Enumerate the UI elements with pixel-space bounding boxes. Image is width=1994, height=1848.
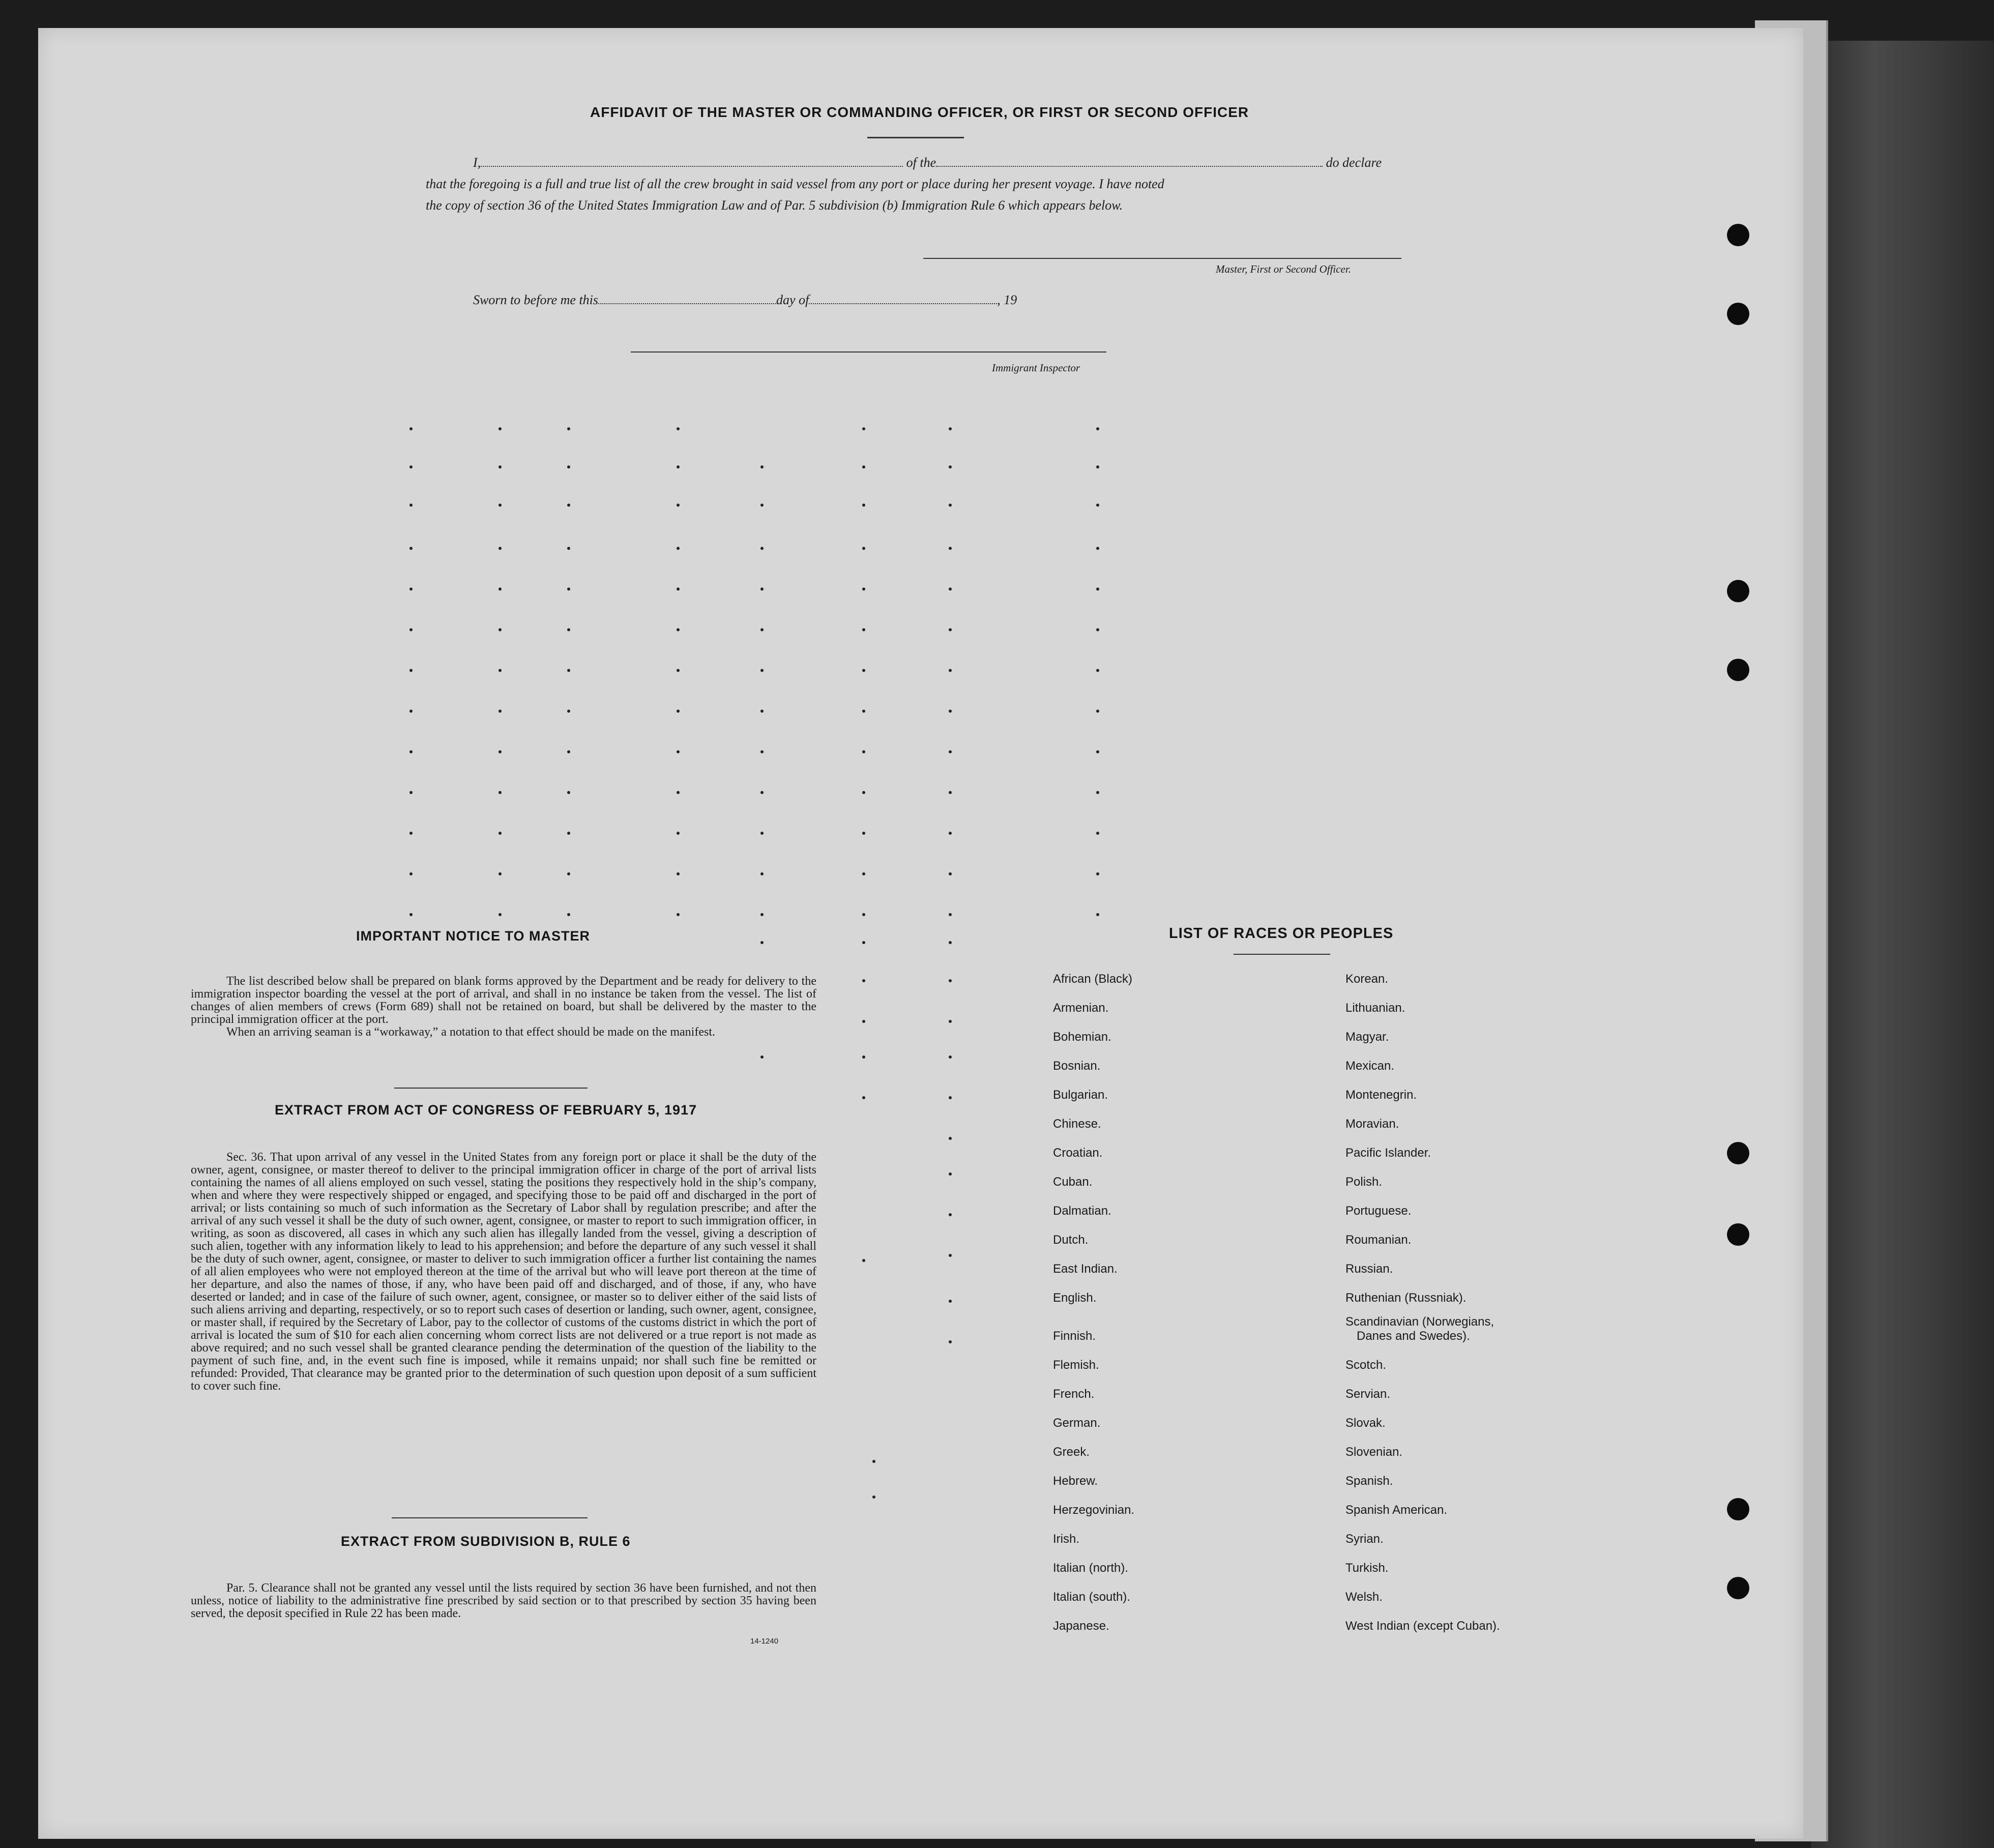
bleed-dot [862, 427, 865, 430]
inspector-caption: Immigrant Inspector [992, 362, 1080, 374]
bleed-dot [409, 628, 413, 631]
bleed-dot [567, 547, 570, 550]
race-item: Cuban. [1053, 1175, 1093, 1189]
race-item: Polish. [1345, 1175, 1383, 1189]
race-item: Armenian. [1053, 1001, 1109, 1015]
bleed-dot [567, 913, 570, 916]
race-item: Scandinavian (Norwegians, [1345, 1315, 1494, 1329]
bleed-dot [409, 465, 413, 468]
affidavit-line-3: the copy of section 36 of the United States Immigration Law and of Par. 5 subdivision (b) Immigration Rule 6 which appears below. [426, 198, 1123, 213]
sworn-month-blank[interactable] [809, 303, 997, 304]
extract-act-title: EXTRACT FROM ACT OF CONGRESS OF FEBRUARY 5, 1917 [275, 1102, 697, 1118]
sworn-day-blank[interactable] [598, 303, 776, 304]
bleed-dot [409, 750, 413, 753]
binder-hole [1727, 1223, 1749, 1246]
race-item: French. [1053, 1387, 1095, 1401]
bleed-dot [862, 1096, 865, 1099]
race-item: Bosnian. [1053, 1059, 1101, 1073]
bleed-dot [1096, 669, 1099, 672]
bleed-dot [409, 427, 413, 430]
race-item: East Indian. [1053, 1262, 1118, 1276]
bleed-dot [862, 1055, 865, 1059]
race-item: Bulgarian. [1053, 1088, 1108, 1102]
bleed-dot [949, 1254, 952, 1257]
notice-paragraph-1: The list described below shall be prepared on blank forms approved by the Department and be ready for delivery to the immigration inspector boarding the vessel at the port of arrival, and shall in no instance be taken from the vessel. The list of changes of alien members of crews (Form 689) shall not be retained on board, but shall be delivered by the master to the principal immigration officer at the port. [191, 975, 816, 1026]
race-item: Flemish. [1053, 1358, 1099, 1372]
bleed-dot [949, 979, 952, 982]
binder-hole [1727, 1577, 1749, 1599]
bleed-dot [872, 1495, 875, 1499]
race-item: Russian. [1345, 1262, 1393, 1276]
sworn-label: Sworn to before me this [473, 292, 599, 307]
bleed-dot [949, 1300, 952, 1303]
race-item: Japanese. [1053, 1619, 1109, 1633]
affidavit-line-2: that the foregoing is a full and true list of all the crew brought in said vessel from any port or place during her present voyage. I have noted [426, 177, 1164, 191]
binder-hole [1727, 303, 1749, 325]
bleed-dot [567, 465, 570, 468]
race-item: Portuguese. [1345, 1204, 1412, 1218]
notice-title: IMPORTANT NOTICE TO MASTER [356, 928, 590, 944]
bleed-dot [409, 669, 413, 672]
bleed-dot [862, 710, 865, 713]
bleed-dot [949, 913, 952, 916]
bleed-dot [1096, 465, 1099, 468]
races-title-rule [1234, 954, 1330, 955]
bleed-dot [1096, 710, 1099, 713]
race-item: Pacific Islander. [1345, 1146, 1431, 1160]
bleed-dot [862, 872, 865, 875]
section-rule [392, 1517, 588, 1518]
bleed-dot [760, 791, 764, 794]
extract-rule-title: EXTRACT FROM SUBDIVISION B, RULE 6 [341, 1534, 631, 1549]
bleed-dot [760, 504, 764, 507]
race-item: African (Black) [1053, 972, 1133, 986]
race-item: Italian (north). [1053, 1561, 1129, 1575]
bleed-dot [409, 913, 413, 916]
signature-line[interactable] [923, 258, 1401, 259]
bleed-dot [862, 669, 865, 672]
binder-hole [1727, 1498, 1749, 1520]
bleed-dot [949, 710, 952, 713]
notice-text [191, 975, 816, 1039]
bleed-dot [949, 1055, 952, 1059]
signature-caption: Master, First or Second Officer. [1216, 263, 1351, 275]
bleed-dot [567, 504, 570, 507]
binder-hole [1727, 580, 1749, 602]
bleed-dot [677, 588, 680, 591]
race-item: Finnish. [1053, 1329, 1096, 1343]
race-item: Scotch. [1345, 1358, 1387, 1372]
bleed-dot [499, 913, 502, 916]
bleed-dot [949, 1137, 952, 1140]
binder-background [1811, 41, 1994, 1848]
vessel-blank[interactable] [936, 165, 1323, 167]
race-item: Slovenian. [1345, 1445, 1403, 1459]
bleed-dot [949, 1340, 952, 1343]
bleed-dot [499, 750, 502, 753]
section-rule [394, 1088, 588, 1089]
bleed-dot [1096, 588, 1099, 591]
bleed-dot [949, 872, 952, 875]
bleed-dot [677, 791, 680, 794]
bleed-dot [499, 465, 502, 468]
bleed-dot [1096, 628, 1099, 631]
race-item: Bohemian. [1053, 1030, 1111, 1044]
bleed-dot [499, 427, 502, 430]
bleed-dot [949, 588, 952, 591]
bleed-dot [949, 1213, 952, 1216]
bleed-dot [760, 750, 764, 753]
day-of-label: day of [776, 292, 809, 307]
bleed-dot [409, 547, 413, 550]
bleed-dot [499, 872, 502, 875]
bleed-dot [567, 791, 570, 794]
binder-hole [1727, 1142, 1749, 1164]
bleed-dot [760, 832, 764, 835]
notice-paragraph-2: When an arriving seaman is a “workaway,” a notation to that effect should be made on the manifest. [226, 1025, 715, 1039]
race-item: Montenegrin. [1345, 1088, 1417, 1102]
sworn-line [473, 292, 1017, 308]
bleed-dot [1096, 791, 1099, 794]
bleed-dot [409, 504, 413, 507]
bleed-dot [1096, 427, 1099, 430]
bleed-dot [760, 465, 764, 468]
bleed-dot [760, 710, 764, 713]
bleed-dot [409, 791, 413, 794]
affidavit-title: AFFIDAVIT OF THE MASTER OR COMMANDING OFFICER, OR FIRST OR SECOND OFFICER [590, 104, 1249, 120]
bleed-dot [567, 628, 570, 631]
bleed-dot [862, 1020, 865, 1023]
bleed-dot [409, 710, 413, 713]
bleed-dot [567, 750, 570, 753]
bleed-dot [949, 791, 952, 794]
bleed-dot [949, 669, 952, 672]
race-item: Chinese. [1053, 1117, 1101, 1131]
race-item: Mexican. [1345, 1059, 1395, 1073]
name-blank[interactable] [481, 165, 903, 167]
bleed-dot [760, 1055, 764, 1059]
bleed-dot [677, 628, 680, 631]
race-item: Roumanian. [1345, 1233, 1412, 1247]
bleed-dot [677, 465, 680, 468]
bleed-dot [949, 465, 952, 468]
do-declare-label: do declare [1326, 155, 1382, 170]
bleed-dot [677, 832, 680, 835]
bleed-dot [949, 941, 952, 944]
title-rule [867, 137, 964, 138]
bleed-dot [760, 941, 764, 944]
bleed-dot [949, 628, 952, 631]
bleed-dot [862, 913, 865, 916]
race-item: Hebrew. [1053, 1474, 1098, 1488]
race-item: Greek. [1053, 1445, 1090, 1459]
race-item: Lithuanian. [1345, 1001, 1405, 1015]
race-item: Italian (south). [1053, 1590, 1131, 1604]
bleed-dot [949, 1172, 952, 1176]
bleed-dot [499, 504, 502, 507]
race-item: Herzegovinian. [1053, 1503, 1135, 1517]
race-item: Ruthenian (Russniak). [1345, 1291, 1467, 1305]
bleed-dot [862, 941, 865, 944]
bleed-dot [567, 427, 570, 430]
bleed-dot [677, 504, 680, 507]
bleed-dot [862, 628, 865, 631]
form-number: 14-1240 [750, 1637, 779, 1646]
of-the-label: of the [906, 155, 936, 170]
race-item: Spanish American. [1345, 1503, 1448, 1517]
bleed-dot [949, 427, 952, 430]
bleed-dot [862, 465, 865, 468]
race-item: Syrian. [1345, 1532, 1384, 1546]
bleed-dot [677, 750, 680, 753]
bleed-dot [1096, 504, 1099, 507]
bleed-dot [677, 427, 680, 430]
bleed-dot [677, 872, 680, 875]
bleed-dot [499, 547, 502, 550]
bleed-dot [499, 710, 502, 713]
bleed-dot [862, 547, 865, 550]
race-item: Magyar. [1345, 1030, 1389, 1044]
race-item: German. [1053, 1416, 1101, 1430]
bleed-dot [862, 979, 865, 982]
bleed-dot [409, 588, 413, 591]
bleed-dot [1096, 872, 1099, 875]
race-item: Slovak. [1345, 1416, 1386, 1430]
race-item: Welsh. [1345, 1590, 1383, 1604]
bleed-dot [499, 669, 502, 672]
bleed-dot [760, 913, 764, 916]
race-item: Dutch. [1053, 1233, 1089, 1247]
year-label: , 19 [997, 292, 1017, 307]
bleed-dot [1096, 547, 1099, 550]
bleed-dot [1096, 750, 1099, 753]
bleed-dot [949, 832, 952, 835]
bleed-dot [1096, 913, 1099, 916]
inspector-signature-line[interactable] [631, 351, 1106, 353]
race-item-continuation: Danes and Swedes). [1357, 1329, 1470, 1343]
bleed-dot [949, 547, 952, 550]
bleed-dot [872, 1460, 875, 1463]
binder-hole [1727, 659, 1749, 681]
par-5-text: Par. 5. Clearance shall not be granted any vessel until the lists required by section 36 have been furnished, and not then unless, notice of liability to the administrative fine prescribed by said section or to that prescribed by section 35 having been served, the deposit specified in Rule 22 has been made. [191, 1581, 816, 1620]
bleed-dot [499, 832, 502, 835]
race-item: Irish. [1053, 1532, 1080, 1546]
race-item: English. [1053, 1291, 1097, 1305]
bleed-dot [677, 547, 680, 550]
bleed-dot [677, 710, 680, 713]
bleed-dot [760, 588, 764, 591]
bleed-dot [1096, 832, 1099, 835]
race-item: Servian. [1345, 1387, 1391, 1401]
bleed-dot [567, 832, 570, 835]
bleed-dot [862, 588, 865, 591]
races-title: LIST OF RACES OR PEOPLES [1169, 925, 1394, 942]
bleed-dot [499, 628, 502, 631]
race-item: Spanish. [1345, 1474, 1393, 1488]
bleed-dot [949, 750, 952, 753]
bleed-dot [567, 710, 570, 713]
bleed-dot [862, 750, 865, 753]
bleed-dot [567, 669, 570, 672]
i-label: I, [473, 155, 481, 170]
race-item: Turkish. [1345, 1561, 1389, 1575]
race-item: Moravian. [1345, 1117, 1399, 1131]
bleed-dot [862, 504, 865, 507]
bleed-dot [862, 791, 865, 794]
bleed-dot [949, 1020, 952, 1023]
binder-hole [1727, 224, 1749, 246]
bleed-dot [499, 791, 502, 794]
bleed-dot [677, 669, 680, 672]
bleed-dot [409, 872, 413, 875]
affidavit-line-1 [473, 155, 1382, 170]
race-item: Korean. [1345, 972, 1389, 986]
bleed-dot [949, 504, 952, 507]
bleed-dot [567, 872, 570, 875]
bleed-dot [760, 628, 764, 631]
bleed-dot [760, 547, 764, 550]
bleed-dot [949, 1096, 952, 1099]
extract-act-text [191, 1151, 816, 1393]
bleed-dot [862, 832, 865, 835]
bleed-dot [677, 913, 680, 916]
race-item: Dalmatian. [1053, 1204, 1111, 1218]
document-page [38, 28, 1803, 1839]
extract-rule-text [191, 1582, 816, 1620]
bleed-dot [760, 872, 764, 875]
race-item: Croatian. [1053, 1146, 1103, 1160]
section-36-text: Sec. 36. That upon arrival of any vessel in the United States from any foreign port or place it shall be the duty of the owner, agent, consignee, or master thereof to deliver to the principal immigration officer in charge of the port of arrival lists containing the names of all aliens employed on such vessel, stating the positions they respectively hold in the ship’s company, when and where they were respectively shipped or engaged, and specifying those to be paid off and discharged in the port of arrival; or lists containing so much of such information as the Secretary of Labor shall by regulation prescribe; and after the arrival of any such vessel it shall be the duty of such owner, agent, consignee, or master to report to such immigration officer, in writing, as soon as discovered, all cases in which any such alien has illegally landed from the vessel, giving a description of such alien, together with any information likely to lead to his apprehension; and before the departure of any such vessel it shall be the duty of such owner, agent, consignee, or master to deliver to such immigration officer a further list containing the names of all alien employees who were not employed thereon at the time of the arrival but who will leave port thereon at the time of her departure, and also the names of those, if any, who have been paid off and discharged, and of those, if any, who have deserted or landed; and in case of the failure of such owner, agent, consignee, or master so to deliver either of the said lists of such aliens arriving and departing, respectively, or so to report such cases of desertion or landing, such owner, agent, consignee, or master shall, if required by the Secretary of Labor, pay to the collector of customs of the customs district in which the port of arrival is located the sum of $10 for each alien concerning whom correct lists are not delivered or a true report is not made as above required; and no such vessel shall be granted clearance pending the determination of the question of the liability to the payment of such fine, and, in the event such fine is imposed, while it remains unpaid; nor shall such fine be remitted or refunded: Provided, That clearance may be granted prior to the determination of such question upon deposit of a sum sufficient to cover such fine. [191, 1151, 816, 1393]
bleed-dot [409, 832, 413, 835]
bleed-dot [567, 588, 570, 591]
bleed-dot [760, 669, 764, 672]
race-item: West Indian (except Cuban). [1345, 1619, 1500, 1633]
bleed-dot [862, 1259, 865, 1262]
bleed-dot [499, 588, 502, 591]
